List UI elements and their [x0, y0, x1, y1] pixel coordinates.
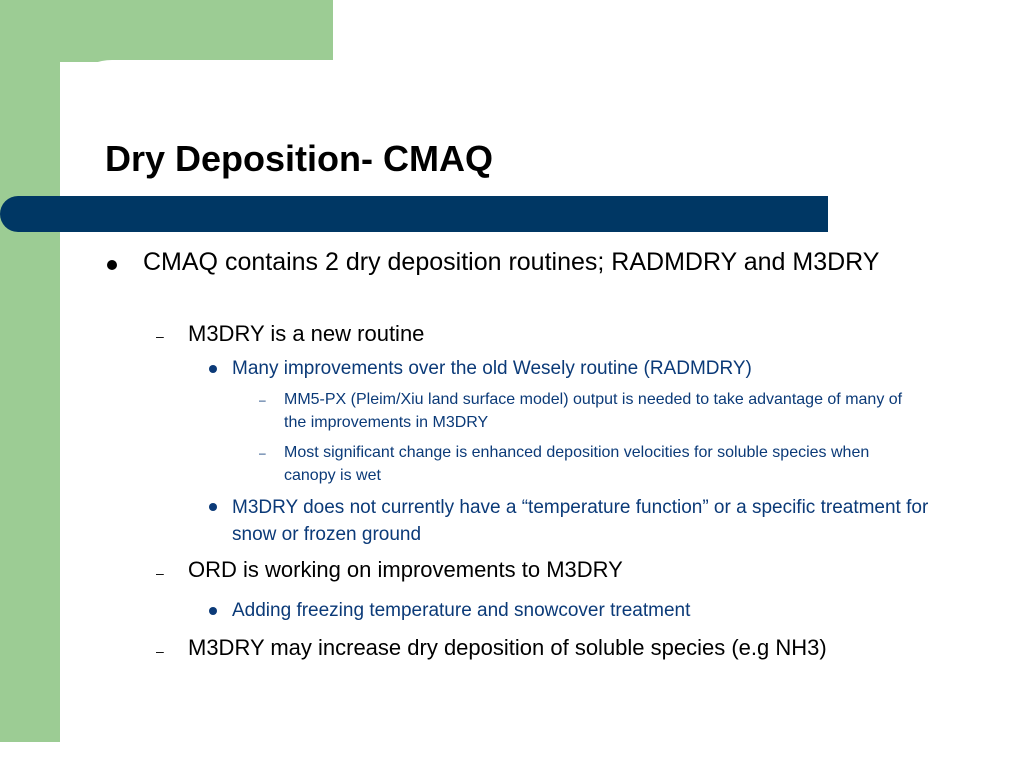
sub-mm5-px-output: MM5-PX (Pleim/Xiu land surface model) output is needed to take advantage of many of the improvements in M3DRY	[284, 391, 903, 431]
dash-icon: –	[156, 565, 164, 581]
bullet-dot-icon	[209, 503, 217, 511]
bullet-dot-icon	[107, 260, 117, 270]
sub-significant-change: Most significant change is enhanced deposition velocities for soluble species when canopy is wet	[284, 444, 870, 484]
slide-title: Dry Deposition- CMAQ	[105, 138, 494, 179]
dash-icon: –	[259, 446, 266, 460]
dash-icon: –	[259, 393, 266, 407]
sub-may-increase-deposition: M3DRY may increase dry deposition of soluble species (e.g NH3)	[188, 635, 827, 660]
dash-icon: –	[156, 328, 164, 344]
dash-icon: –	[156, 643, 164, 659]
bullet-dot-icon	[209, 365, 217, 373]
sub-many-improvements: Many improvements over the old Wesely routine (RADMDRY)	[232, 358, 752, 379]
sub-m3dry-new-routine: M3DRY is a new routine	[188, 321, 425, 346]
sub-no-temperature-function: M3DRY does not currently have a “temperature function” or a specific treatment for snow or frozen ground	[232, 497, 929, 545]
green-accent-left	[0, 0, 60, 742]
bullet-dot-icon	[209, 607, 217, 615]
bullet-cmaq-routines: CMAQ contains 2 dry deposition routines; RADMDRY and M3DRY	[143, 248, 880, 276]
sub-ord-working: ORD is working on improvements to M3DRY	[188, 557, 623, 582]
sub-freezing-snowcover: Adding freezing temperature and snowcover treatment	[232, 600, 691, 621]
title-underline-bar	[0, 196, 828, 232]
